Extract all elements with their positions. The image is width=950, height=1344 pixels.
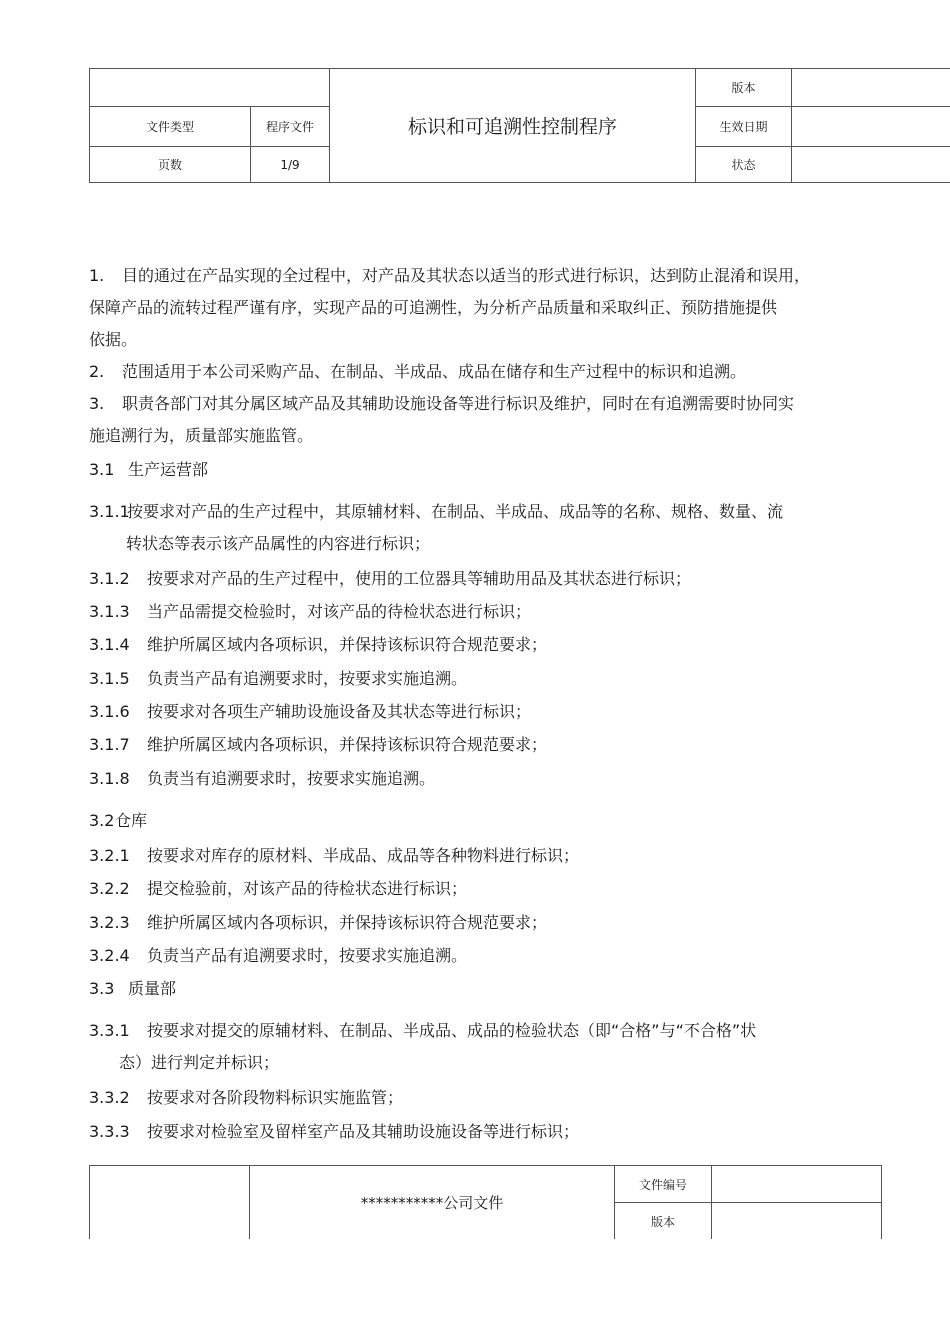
section-number: 1. — [89, 266, 105, 285]
section-number: 3.2.3 — [89, 913, 130, 932]
section-number: 3.1.5 — [89, 669, 130, 688]
section-3-1-1-cont: 转状态等表示该产品属性的内容进行标识； — [126, 534, 431, 553]
section-text: 生产运营部 — [128, 460, 209, 479]
section-3-1-8 — [89, 769, 435, 789]
section-number: 3.3.3 — [89, 1122, 130, 1141]
section-number: 2. — [89, 362, 105, 381]
section-number: 3.1.3 — [89, 602, 130, 621]
section-3-1-2 — [89, 569, 691, 589]
doc-no-value — [712, 1166, 882, 1203]
section-1 — [89, 266, 810, 286]
section-3-2-1 — [89, 846, 579, 866]
section-text: 当产品需提交检验时，对该产品的待检状态进行标识； — [147, 602, 532, 621]
section-3-1-1 — [89, 502, 783, 522]
effective-date-label: 生效日期 — [696, 107, 792, 147]
section-3-1-3 — [89, 602, 531, 622]
header-table — [89, 68, 950, 183]
section-3-2-4 — [89, 946, 467, 966]
section-text: 负责当有追溯要求时，按要求实施追溯。 — [147, 769, 436, 788]
section-text: 提交检验前，对该产品的待检状态进行标识； — [147, 879, 468, 898]
section-text: 按要求对提交的原辅材料、在制品、半成品、成品的检验状态（即“合格”与“不合格”状 — [147, 1021, 757, 1040]
section-number: 3.2.2 — [89, 879, 130, 898]
section-3-1-7 — [89, 735, 547, 755]
section-number: 3.1.6 — [89, 702, 130, 721]
section-number: 3.1.1 — [89, 502, 130, 521]
section-text: 按要求对产品的生产过程中，使用的工位器具等辅助用品及其状态进行标识； — [147, 569, 692, 588]
section-3-2-3 — [89, 913, 547, 933]
section-3-1 — [89, 460, 208, 480]
section-text: 维护所属区域内各项标识，并保持该标识符合规范要求； — [147, 635, 548, 654]
footer-blank-cell — [90, 1166, 250, 1240]
section-text: 维护所属区域内各项标识，并保持该标识符合规范要求； — [147, 913, 548, 932]
section-number: 3.1.4 — [89, 635, 130, 654]
header-blank-cell — [90, 69, 330, 107]
section-number: 3.1.2 — [89, 569, 130, 588]
section-text: 按要求对库存的原材料、半成品、成品等各种物料进行标识； — [147, 846, 580, 865]
section-text: 质量部 — [128, 979, 177, 998]
section-number: 3.2 — [89, 811, 115, 830]
section-1-cont-1: 保障产品的流转过程严谨有序，实现产品的可追溯性，为分析产品质量和采取纠正、预防措施提供 — [89, 298, 778, 317]
section-3-cont-1: 施追溯行为，质量部实施监管。 — [89, 426, 314, 445]
section-number: 3.1.7 — [89, 735, 130, 754]
section-number: 3.3 — [89, 979, 115, 998]
section-number: 3.2.1 — [89, 846, 130, 865]
doc-type-value: 程序文件 — [251, 107, 330, 147]
section-2 — [89, 362, 746, 382]
effective-date-value — [792, 107, 950, 147]
section-3-2-2 — [89, 879, 467, 899]
section-3-3-1 — [89, 1021, 756, 1041]
version-label: 版本 — [696, 69, 792, 107]
document-title: 标识和可追溯性控制程序 — [330, 69, 696, 183]
footer-version-label: 版本 — [615, 1203, 712, 1240]
section-3-3-1-cont: 态）进行判定并标识； — [119, 1053, 280, 1072]
section-3-1-6 — [89, 702, 531, 722]
section-3-3-2 — [89, 1088, 403, 1108]
section-number: 3.1 — [89, 460, 115, 479]
section-text: 负责当产品有追溯要求时，按要求实施追溯。 — [147, 946, 468, 965]
section-number: 3.3.1 — [89, 1021, 130, 1040]
pages-value: 1/9 — [251, 147, 330, 183]
version-value — [792, 69, 950, 107]
status-label: 状态 — [696, 147, 792, 183]
section-3 — [89, 394, 794, 414]
section-text: 目的通过在产品实现的全过程中，对产品及其状态以适当的形式进行标识，达到防止混淆和误用， — [122, 266, 811, 285]
section-3-3-3 — [89, 1122, 579, 1142]
section-text: 仓库 — [115, 811, 148, 830]
section-text: 范围适用于本公司采购产品、在制品、半成品、成品在储存和生产过程中的标识和追溯。 — [122, 362, 747, 381]
section-text: 按要求对产品的生产过程中，其原辅材料、在制品、半成品、成品等的名称、规格、数量、流 — [127, 502, 784, 521]
section-3-1-4 — [89, 635, 547, 655]
section-text: 维护所属区域内各项标识，并保持该标识符合规范要求； — [147, 735, 548, 754]
footer-version-value — [712, 1203, 882, 1240]
section-3-1-5 — [89, 669, 467, 689]
pages-label: 页数 — [90, 147, 251, 183]
section-text: 按要求对各阶段物料标识实施监管； — [147, 1088, 404, 1107]
section-1-cont-2: 依据。 — [89, 330, 138, 349]
company-name: ***********公司文件 — [250, 1166, 615, 1240]
section-number: 3. — [89, 394, 105, 413]
doc-type-label: 文件类型 — [90, 107, 251, 147]
section-text: 负责当产品有追溯要求时，按要求实施追溯。 — [147, 669, 468, 688]
section-number: 3.1.8 — [89, 769, 130, 788]
section-3-3 — [89, 979, 176, 999]
section-text: 职责各部门对其分属区域产品及其辅助设施设备等进行标识及维护，同时在有追溯需要时协同实 — [122, 394, 795, 413]
section-number: 3.2.4 — [89, 946, 130, 965]
section-text: 按要求对检验室及留样室产品及其辅助设施设备等进行标识； — [147, 1122, 580, 1141]
status-value — [792, 147, 950, 183]
doc-no-label: 文件编号 — [615, 1166, 712, 1203]
section-text: 按要求对各项生产辅助设施设备及其状态等进行标识； — [147, 702, 532, 721]
footer-table — [89, 1165, 882, 1239]
section-number: 3.3.2 — [89, 1088, 130, 1107]
section-3-2 — [89, 811, 147, 831]
